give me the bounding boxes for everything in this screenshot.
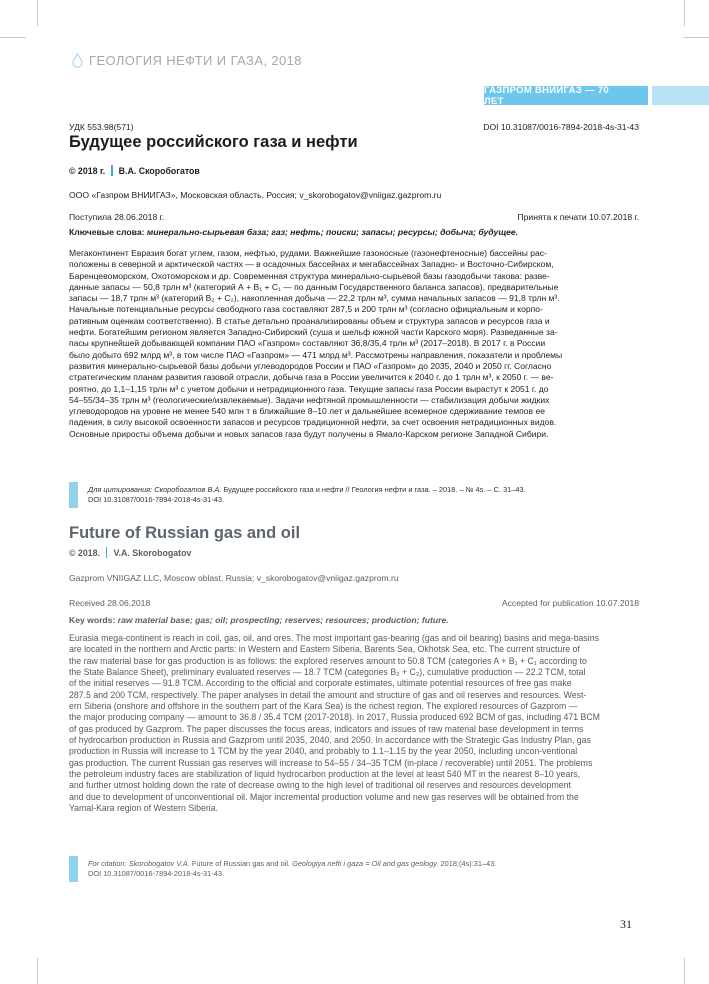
abstract-line: gas production. The current Russian gas reserves will increase to 54–55 / 34–35 TCM (in-place / recoverable) until 2051. The problems <box>69 757 593 768</box>
abstract-line: are located in the northern and Arctic parts: in Western and Eastern Siberia, Barents Sea, Okhotsk Sea, etc. The current structure of <box>69 644 580 655</box>
abstract-line: положены в северной и арктической частях — в осадочных бассейнах и мегабассейнах Западно- и Восточно-Сибирском, <box>69 259 554 270</box>
dates-row-ru <box>69 212 639 222</box>
abstract-line: the petroleum industry faces are stabilization of liquid hydrocarbon production at the level at least 540 MT in the nearest 8–10 years, <box>69 769 581 780</box>
keywords-text-en: raw material base; gas; oil; prospecting; reserves; resources; production; future. <box>117 615 449 625</box>
abstract-line: Eurasia mega-continent is reach in coil, gas, oil, and ores. The most important gas-bearing (gas and oil bearing) basins and mega-basins <box>69 633 599 643</box>
journal-header <box>72 53 302 68</box>
cite-tail-en: 2018;(4s):31–43. <box>440 859 497 868</box>
crop-mark <box>684 958 685 984</box>
received-date-ru: Поступила 28.06.2018 г. <box>69 212 165 222</box>
separator-bar <box>111 165 113 176</box>
abstract-line: развития минерально-сырьевой базы добычи углеводородов России и ПАО «Газпром» до 2035, 2040 и 2050 гг. Согласно <box>69 360 552 371</box>
abstract-line: ern Siberia (onshore and offshore in the southern part of the Kara Sea) is the richest region. The explored resources of Gazprom — <box>69 701 578 712</box>
cite-rest-ru: Будущее российского газа и нефти // Геология нефти и газа. – 2018. – № 4s. – С. 31–43. <box>223 485 526 494</box>
abstract-line: пасы крупнейшей добывающей компании ПАО «Газпром» составляют 36,8/35,4 трлн м³ (2017–2018). В 2017 г. в России <box>69 338 546 349</box>
author-line-ru <box>69 165 639 176</box>
cite-doi-en[interactable]: DOI 10.31087/0016-7894-2018-4s-31-43. <box>88 869 225 879</box>
abstract-line: Yamal-Kara region of Western Siberia. <box>69 803 218 814</box>
copyright-ru: © 2018 г. <box>69 165 106 176</box>
citation-box-ru <box>69 482 639 508</box>
crop-mark <box>683 37 709 38</box>
accepted-date-en: Accepted for publication 10.07.2018 <box>501 598 639 608</box>
keywords-ru <box>69 227 639 237</box>
abstract-line: 54–55/34–35 трлн м³ (геологические/извлекаемые). Задачи нефтяной промышленности — стабилизация добычи жидких <box>69 394 550 405</box>
crop-mark <box>684 0 685 26</box>
crop-mark <box>37 0 38 26</box>
dates-row-en <box>69 598 639 608</box>
cite-author-ru: Скоробогатов В.А. <box>154 485 222 494</box>
accepted-date-ru: Принята к печати 10.07.2018 г. <box>517 212 639 222</box>
abstract-line: роятно, до 1,1–1,15 трлн м³ с учетом добычи и нетрадиционного газа. Текущие запасы газа России вырастут к 2051 г. до <box>69 383 549 394</box>
abstract-line: the State Balance Sheet), preliminary evaluated reserves — 18.7 TCM (categories B₂ + C₂), cumulative production — 22.2 TCM, total <box>69 667 586 678</box>
author-name-ru: В.А. Скоробогатов <box>118 165 200 176</box>
abstract-line: 287.5 and 200 TCM, respectively. The paper analyses in detail the amount and structure of gas and oil reserves and resources. West- <box>69 689 587 700</box>
cite-label-ru: Для цитирования: <box>88 485 153 494</box>
cite-author-en: Skorobogatov V.A. <box>128 859 190 868</box>
abstract-line: of gas produced by Gazprom. The paper discusses the focus areas, indicators and issues of raw material base development in terms <box>69 723 584 734</box>
copyright-en: © 2018. <box>69 547 100 558</box>
article-title-ru: Будущее российского газа и нефти <box>69 133 358 151</box>
keywords-label-en: Key words: <box>69 615 116 625</box>
abstract-line: стратегическим планам развития газовой отрасли, добыча газа в России увеличится к 2040 г. до 1 трлн м³, к 2050 г. — ве- <box>69 372 554 383</box>
separator-bar <box>106 547 108 558</box>
abstract-line: Мегаконтинент Евразия богат углем, газом, нефтью, рудами. Важнейшие газоносные (газонефтеносные) бассейны рас- <box>69 248 547 258</box>
abstract-line: углеводородов на уровне не менее 540 млн т в ближайшие 8–10 лет и дальнейшее всемерное сдерживание темпов ее <box>69 406 545 417</box>
abstract-line: нефти. Богатейшим регионом является Западно-Сибирский (суша и шельф южной части Карского моря). Разведанные за- <box>69 327 558 338</box>
abstract-line: падения, в силу высокой освоенности запасов и ресурсов традиционной нефти, за счет освоения нетрадиционных видов. <box>69 417 557 428</box>
abstract-line: Начальные потенциальные ресурсы свободного газа составляют 287,5 и 200 трлн м³ (согласно официальным и корпо- <box>69 304 543 315</box>
abstract-line: the raw material base for gas production is as follows: the explored reserves amount to 50.8 TCM (categories A + B₁ + C₁ according to <box>69 655 587 666</box>
abstract-line: данные запасы — 50,8 трлн м³ (категорий А + В₁ + С₁ — по данным Государственного баланса запасов), предварительные <box>69 281 559 292</box>
keywords-en <box>69 615 639 625</box>
abstract-line: запасы — 18,7 трлн м³ (категорий В₂ + С₂), накопленная добыча — 22,2 трлн м³, сумма начальных запасов — 91,8 трлн м³. <box>69 293 560 304</box>
cite-doi-ru[interactable]: DOI 10.31087/0016-7894-2018-4s-31-43. <box>88 495 225 505</box>
banner-tab <box>652 86 709 105</box>
keywords-text-ru: минерально-сырьевая база; газ; нефть; поиски; запасы; ресурсы; добыча; будущее. <box>146 227 519 237</box>
abstract-line: and further utmost holding down the rate of decrease owing to the high level of traditional oil reserves and resources development <box>69 780 571 791</box>
citation-text-en <box>78 856 496 882</box>
abstract-line: of hydrocarbon production in Russia and Gazprom until 2035, 2040, and 2050. In accordance with the Strategic Gas Industry Plan, gas <box>69 735 591 746</box>
cite-journal-en: Geologiya nefti i gaza = Oil and gas geology. <box>292 859 439 868</box>
affiliation-en: Gazprom VNIIGAZ LLC, Moscow oblast, Russia; v_skorobogatov@vniigaz.gazprom.ru <box>69 573 399 583</box>
abstract-en <box>69 633 639 815</box>
received-date-en: Received 28.06.2018 <box>69 598 151 608</box>
citation-bar <box>69 856 78 882</box>
cite-label-en: For citation: <box>88 859 127 868</box>
drop-logo-icon <box>72 53 83 68</box>
citation-box-en <box>69 856 639 882</box>
journal-name: ГЕОЛОГИЯ НЕФТИ И ГАЗА, 2018 <box>89 53 302 68</box>
udc-doi-row <box>69 122 639 132</box>
affiliation-ru: ООО «Газпром ВНИИГАЗ», Московская область, Россия; v_skorobogatov@vniigaz.gazprom.ru <box>69 190 442 200</box>
abstract-line: the major producing company — amount to 36.8 / 35.4 TCM (2017-2018). In 2017, Russia produced 692 BCM of gas, including 471 BCM <box>69 712 600 723</box>
anniversary-label: ГАЗПРОМ ВНИИГАЗ — 70 ЛЕТ <box>484 84 609 107</box>
citation-text-ru <box>78 482 526 508</box>
abstract-line: было добыто 692 млрд м³, в том числе ПАО «Газпром» — 471 млрд м³. Рассмотрены направления, показатели и проблемы <box>69 349 563 360</box>
cite-rest-en: Future of Russian gas and oil. <box>191 859 291 868</box>
abstract-line: Баренцевоморском, Охотоморском и др. Современная структура минерально-сырьевой базы газодобычи такова: разве- <box>69 270 550 281</box>
crop-mark <box>0 37 26 38</box>
citation-bar <box>69 482 78 508</box>
doi-text[interactable]: DOI 10.31087/0016-7894-2018-4s-31-43 <box>483 122 639 132</box>
abstract-line: of the initial reserves — 91.8 TCM. According to the official and corporate estimates, ultimate potential resources of free gas make <box>69 678 572 689</box>
keywords-label-ru: Ключевые слова: <box>69 227 145 237</box>
abstract-ru <box>69 248 639 440</box>
abstract-line: ративным оценкам соответственно). В статье детально проанализированы объем и структура запасов и ресурсов газа и <box>69 315 550 326</box>
author-line-en <box>69 547 639 558</box>
abstract-line: production in Russia will increase to 1 TCM by the year 2040, and probably to 1.1–1.15 by the year 2050, including uncon-ventional <box>69 746 578 757</box>
anniversary-banner <box>484 86 648 105</box>
abstract-line: and due to development of unconventional oil. Major incremental production volume and new gas reserves will be obtained from the <box>69 791 579 802</box>
author-name-en: V.A. Skorobogatov <box>113 547 192 558</box>
crop-mark <box>37 958 38 984</box>
abstract-line: Основные приросты объема добычи и новых запасов газа будут получены в Ямало-Карском регионе Западной Сибири. <box>69 428 549 439</box>
article-title-en: Future of Russian gas and oil <box>69 524 301 542</box>
udc-code: УДК 553.98(571) <box>69 122 134 132</box>
page-number: 31 <box>620 917 632 931</box>
